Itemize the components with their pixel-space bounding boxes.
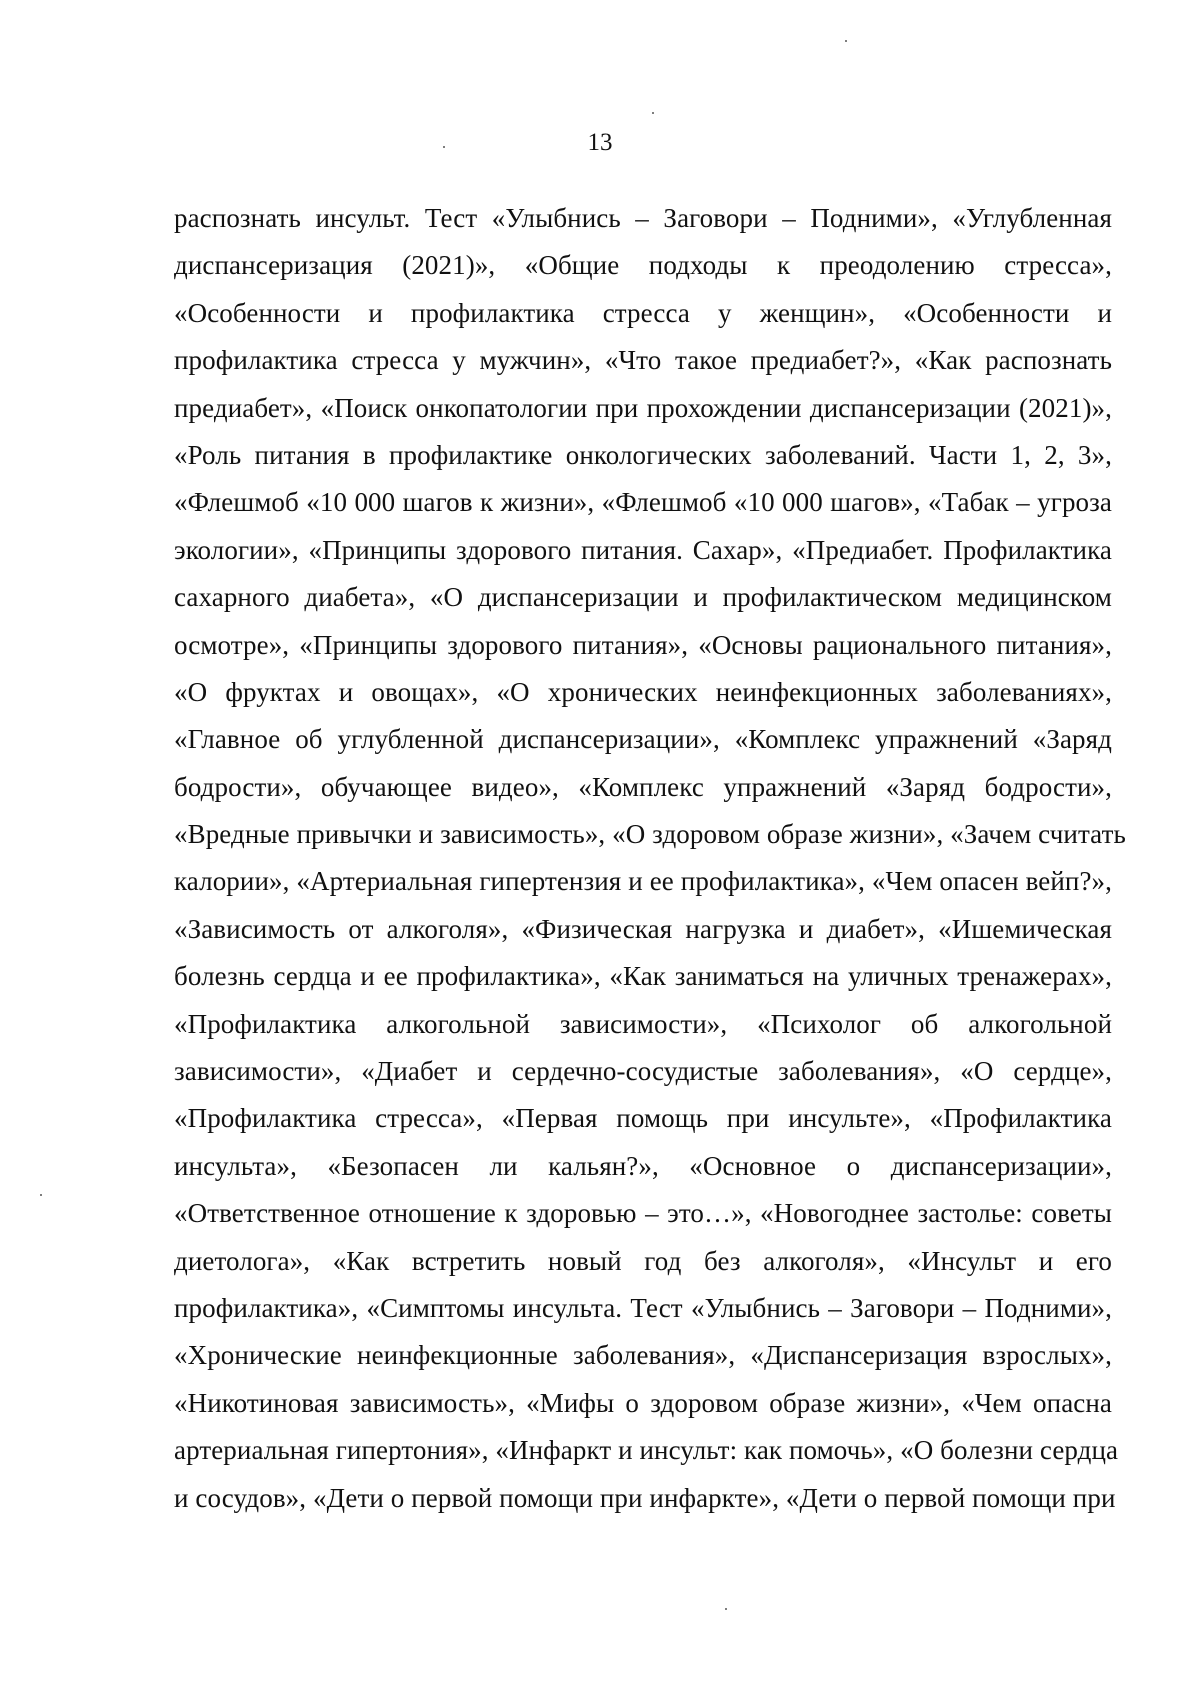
scan-speck — [652, 112, 654, 114]
text-line: и сосудов», «Дети о первой помощи при инфаркте», «Дети о первой помощи при — [174, 1482, 1116, 1513]
text-line: сахарного диабета», «О диспансеризации и профилактическом медицинском — [174, 582, 1112, 613]
text-line: предиабет», «Поиск онкопатологии при прохождении диспансеризации (2021)», — [174, 392, 1112, 423]
text-line: болезнь сердца и ее профилактика», «Как заниматься на уличных тренажерах», — [174, 961, 1112, 992]
text-line: калории», «Артериальная гипертензия и ее профилактика», «Чем опасен вейп?», — [174, 866, 1112, 897]
text-line: «Никотиновая зависимость», «Мифы о здоровом образе жизни», «Чем опасна — [174, 1387, 1112, 1418]
text-line: профилактика стресса у мужчин», «Что такое предиабет?», «Как распознать — [174, 345, 1112, 376]
text-line: инсульта», «Безопасен ли кальян?», «Основное о диспансеризации», — [174, 1150, 1112, 1181]
body-text — [174, 195, 1126, 1522]
text-line: «Вредные привычки и зависимость», «О здоровом образе жизни», «Зачем считать — [174, 819, 1126, 850]
text-line: артериальная гипертония», «Инфаркт и инсульт: как помочь», «О болезни сердца — [174, 1435, 1119, 1466]
text-line: «Флешмоб «10 000 шагов к жизни», «Флешмоб «10 000 шагов», «Табак – угроза — [174, 487, 1112, 518]
text-line: «Главное об углубленной диспансеризации», «Комплекс упражнений «Заряд — [174, 724, 1112, 755]
text-line: осмотре», «Принципы здорового питания», «Основы рационального питания», — [174, 629, 1112, 660]
scan-speck — [725, 1608, 727, 1610]
text-line: профилактика», «Симптомы инсульта. Тест «Улыбнись – Заговори – Подними», — [174, 1292, 1112, 1323]
text-line: экологии», «Принципы здорового питания. Сахар», «Предиабет. Профилактика — [174, 534, 1112, 565]
scan-speck — [40, 1194, 42, 1196]
text-line: диспансеризация (2021)», «Общие подходы к преодолению стресса», — [174, 250, 1112, 281]
text-line: «Особенности и профилактика стресса у женщин», «Особенности и — [174, 297, 1112, 328]
page-number: 13 — [587, 129, 613, 156]
text-line: зависимости», «Диабет и сердечно-сосудистые заболевания», «О сердце», — [174, 1056, 1112, 1087]
text-line: «Профилактика алкогольной зависимости», «Психолог об алкогольной — [174, 1008, 1112, 1039]
text-line: «О фруктах и овощах», «О хронических неинфекционных заболеваниях», — [174, 676, 1112, 707]
text-line: «Зависимость от алкоголя», «Физическая нагрузка и диабет», «Ишемическая — [174, 913, 1112, 944]
text-line: бодрости», обучающее видео», «Комплекс упражнений «Заряд бодрости», — [174, 771, 1112, 802]
scan-speck — [845, 40, 847, 42]
text-line: «Хронические неинфекционные заболевания», «Диспансеризация взрослых», — [174, 1340, 1112, 1371]
text-line: «Профилактика стресса», «Первая помощь при инсульте», «Профилактика — [174, 1103, 1112, 1134]
scan-speck — [443, 146, 445, 148]
text-line: распознать инсульт. Тест «Улыбнись – Заговори – Подними», «Углубленная — [174, 203, 1112, 233]
text-line: «Роль питания в профилактике онкологических заболеваний. Части 1, 2, 3», — [174, 439, 1112, 470]
text-line: диетолога», «Как встретить новый год без алкоголя», «Инсульт и его — [174, 1245, 1112, 1276]
text-line: «Ответственное отношение к здоровью – это…», «Новогоднее застолье: советы — [174, 1198, 1112, 1229]
